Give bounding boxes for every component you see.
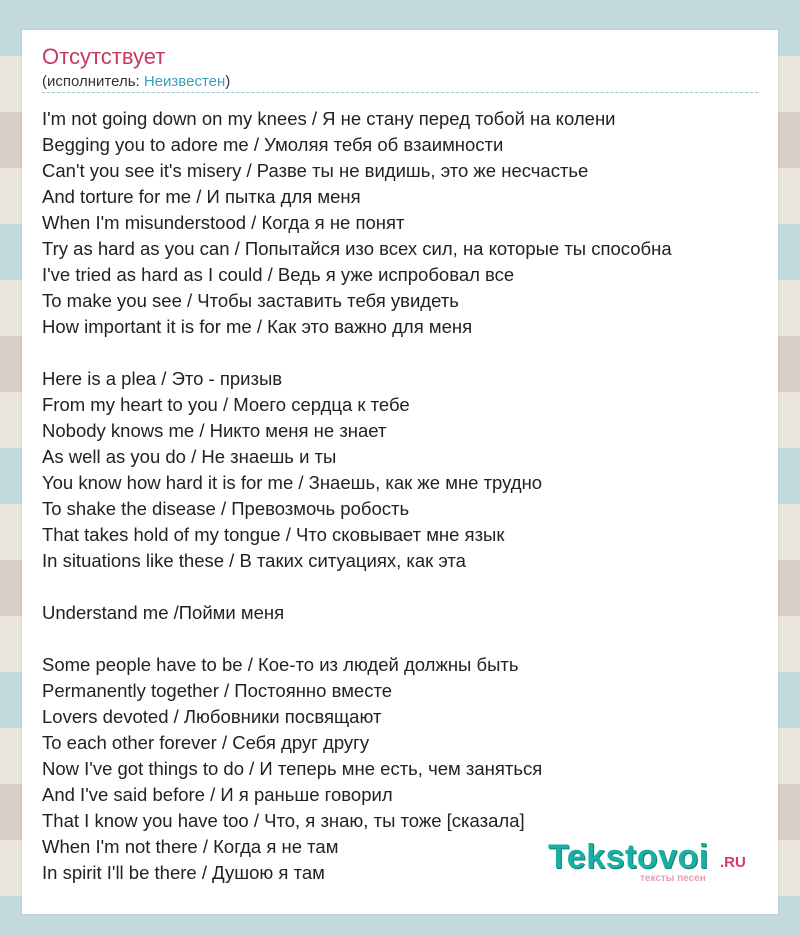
lyric-line: When I'm not there / Когда я не там <box>42 836 339 857</box>
lyric-line: Nobody knows me / Никто меня не знает <box>42 420 387 441</box>
lyric-line: Now I've got things to do / И теперь мне есть, чем заняться <box>42 758 543 779</box>
lyric-line: You know how hard it is for me / Знаешь, как же мне трудно <box>42 472 543 493</box>
divider <box>42 92 758 93</box>
logo-text: Tekstovoi <box>548 838 709 876</box>
lyric-line: That I know you have too / Что, я знаю, ты тоже [сказала] <box>42 810 525 831</box>
lyric-line: Can't you see it's misery / Разве ты не видишь, это же несчастье <box>42 160 589 181</box>
lyric-line: Try as hard as you can / Попытайся изо всех сил, на которые ты способна <box>42 238 672 259</box>
lyric-line: From my heart to you / Моего сердца к тебе <box>42 394 410 415</box>
lyric-line <box>42 340 762 366</box>
lyric-line: I'm not going down on my knees / Я не стану перед тобой на колени <box>42 108 616 129</box>
lyrics-body <box>42 106 762 886</box>
lyric-line: As well as you do / Не знаешь и ты <box>42 446 337 467</box>
artist-link[interactable]: Неизвестен <box>143 73 226 90</box>
lyric-line: In situations like these / В таких ситуациях, как эта <box>42 550 466 571</box>
site-logo[interactable] <box>548 838 758 882</box>
lyric-line: Here is a plea / Это - призыв <box>42 368 283 389</box>
lyric-line <box>42 574 762 600</box>
lyric-line: When I'm misunderstood / Когда я не понят <box>42 212 405 233</box>
lyric-line: That takes hold of my tongue / Что сковывает мне язык <box>42 524 505 545</box>
lyric-line: Permanently together / Постоянно вместе <box>42 680 393 701</box>
lyric-line: Understand me /Пойми меня <box>42 602 285 623</box>
lyric-line: And I've said before / И я раньше говорил <box>42 784 393 805</box>
lyric-line: Begging you to adore me / Умоляя тебя об взаимности <box>42 134 504 155</box>
song-title: Отсутствует <box>42 44 166 69</box>
lyric-line: To make you see / Чтобы заставить тебя увидеть <box>42 290 459 311</box>
artist-prefix: (исполнитель: <box>42 73 144 90</box>
lyric-line: In spirit I'll be there / Душою я там <box>42 862 325 883</box>
lyric-line: And torture for me / И пытка для меня <box>42 186 361 207</box>
lyric-line: Some people have to be / Кое-то из людей должны быть <box>42 654 519 675</box>
lyric-line: I've tried as hard as I could / Ведь я уже испробовал все <box>42 264 515 285</box>
logo-suffix: .RU <box>720 854 746 871</box>
artist-line <box>42 73 230 90</box>
logo-tagline: тексты песен <box>640 873 706 884</box>
lyric-line <box>42 626 762 652</box>
lyric-line: How important it is for me / Как это важно для меня <box>42 316 473 337</box>
lyric-line: To each other forever / Себя друг другу <box>42 732 370 753</box>
lyric-line: To shake the disease / Превозмочь робость <box>42 498 410 519</box>
artist-suffix: ) <box>225 73 231 90</box>
lyric-line: Lovers devoted / Любовники посвящают <box>42 706 382 727</box>
lyrics-card <box>22 30 778 914</box>
